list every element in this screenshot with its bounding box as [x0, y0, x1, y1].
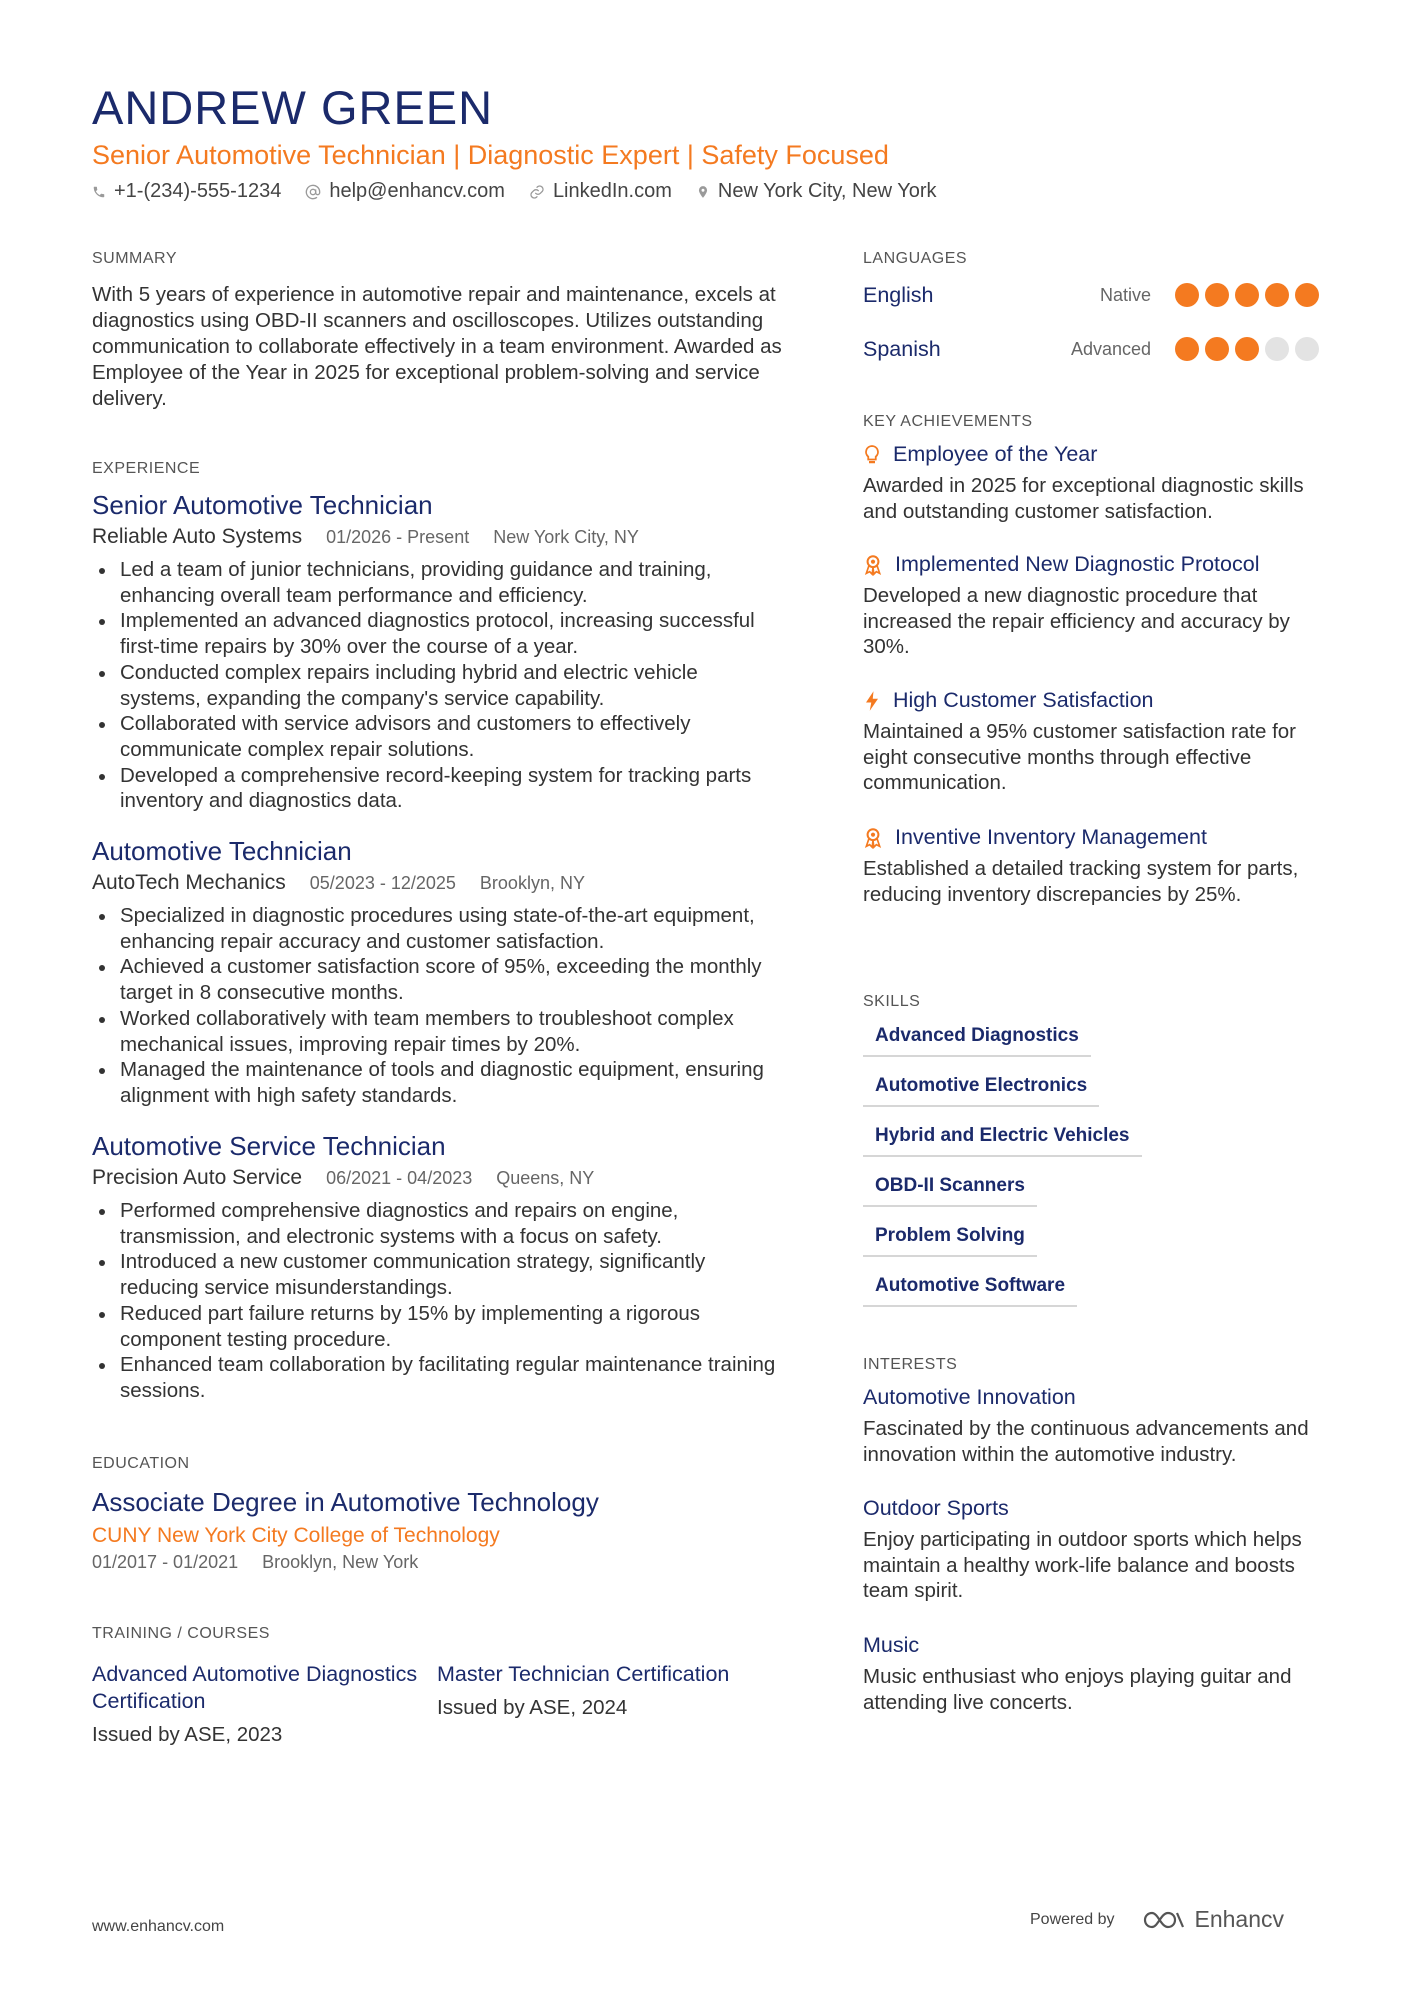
- bullet-item: Specialized in diagnostic procedures using state-of-the-art equipment, enhancing repair accuracy and customer satisfaction.: [92, 903, 782, 954]
- interest-text: Fascinated by the continuous advancements and innovation within the automotive industry.: [863, 1417, 1309, 1466]
- education-dates: 01/2017 - 01/2021: [92, 1552, 239, 1572]
- rating-dot: [1235, 283, 1259, 307]
- rating-dot: [1295, 337, 1319, 361]
- achievements-section: [863, 413, 1333, 431]
- achievement-head: [863, 825, 1333, 850]
- language-row: [863, 280, 1319, 310]
- rating-dot: [1265, 283, 1289, 307]
- rating-dot: [1265, 337, 1289, 361]
- bullet-item: Performed comprehensive diagnostics and repairs on engine, transmission, and electronic systems with a focus on safety.: [92, 1198, 782, 1249]
- interest-title: Music: [863, 1633, 920, 1657]
- job-location: New York City, NY: [493, 527, 639, 547]
- achievement-title: High Customer Satisfaction: [893, 688, 1154, 712]
- course-issuer: Issued by ASE, 2024: [437, 1696, 628, 1719]
- course-title: Advanced Automotive Diagnostics Certification: [92, 1662, 418, 1713]
- skills-list: [863, 1025, 1333, 1325]
- bullet-item: Conducted complex repairs including hybrid and electric vehicle systems, expanding the company's service capability.: [92, 660, 782, 711]
- skills-section: [863, 993, 1333, 1325]
- language-row: [863, 334, 1319, 364]
- achievement-head: [863, 688, 1333, 713]
- interest-item: [863, 1496, 1333, 1604]
- footer-branding: [1030, 1906, 1284, 1933]
- experience-heading: EXPERIENCE: [92, 460, 201, 477]
- at-sign-icon: [305, 184, 321, 200]
- bullet-item: Led a team of junior technicians, providing guidance and training, enhancing overall team performance and efficiency.: [92, 557, 782, 608]
- achievement-text: Developed a new diagnostic procedure that increased the repair efficiency and accuracy by 30%.: [863, 584, 1290, 659]
- bullet-item: Implemented an advanced diagnostics protocol, increasing successful first-time repairs by 30% over the course of a year.: [92, 608, 782, 659]
- resume-page: [92, 0, 1332, 1995]
- job-entry: [92, 490, 782, 814]
- course-item: [437, 1661, 782, 1747]
- interest-item: [863, 1633, 1333, 1715]
- summary-section: [92, 250, 782, 412]
- award-ribbon-icon: [863, 827, 883, 849]
- course-issuer: Issued by ASE, 2023: [92, 1723, 283, 1746]
- experience-section: [92, 460, 782, 478]
- achievement-text: Maintained a 95% customer satisfaction rate for eight consecutive months through effective communication.: [863, 720, 1296, 795]
- summary-text: With 5 years of experience in automotive repair and maintenance, excels at diagnostics using OBD-II scanners and oscilloscopes. Utilizes outstanding communication to collaborate effectively in a team environment. Awarded as Employee of the Year in 2025 for exceptional problem-solving and service delivery.: [92, 283, 782, 410]
- job-company: AutoTech Mechanics: [92, 871, 286, 894]
- achievement-item: [863, 442, 1333, 524]
- achievement-title: Employee of the Year: [893, 442, 1098, 466]
- skill-tag: Advanced Diagnostics: [863, 1025, 1091, 1057]
- bullet-item: Managed the maintenance of tools and diagnostic equipment, ensuring alignment with high safety standards.: [92, 1057, 782, 1108]
- education-degree: Associate Degree in Automotive Technology: [92, 1487, 599, 1517]
- education-heading: EDUCATION: [92, 1455, 190, 1472]
- candidate-tagline: Senior Automotive Technician | Diagnostic Expert | Safety Focused: [92, 140, 889, 170]
- job-dates: 05/2023 - 12/2025: [309, 873, 456, 893]
- achievement-item: [863, 552, 1333, 660]
- link-icon: [529, 184, 545, 200]
- phone-icon: [92, 185, 106, 199]
- training-heading: TRAINING / COURSES: [92, 1625, 270, 1642]
- course-title: Master Technician Certification: [437, 1662, 730, 1686]
- rating-dot: [1175, 283, 1199, 307]
- bullet-item: Developed a comprehensive record-keeping system for tracking parts inventory and diagnostics data.: [92, 763, 782, 814]
- bullet-item: Worked collaboratively with team members to troubleshoot complex mechanical issues, improving repair times by 20%.: [92, 1006, 782, 1057]
- job-meta: [92, 1166, 782, 1190]
- linkedin-text: LinkedIn.com: [552, 180, 672, 202]
- achievement-title: Implemented New Diagnostic Protocol: [895, 552, 1260, 576]
- skill-tag: Hybrid and Electric Vehicles: [863, 1125, 1142, 1157]
- lightning-bolt-icon: [863, 690, 881, 712]
- achievement-text: Established a detailed tracking system for parts, reducing inventory discrepancies by 25%.: [863, 857, 1299, 906]
- course-item: [92, 1661, 437, 1747]
- skills-heading: SKILLS: [863, 993, 921, 1010]
- language-name: English: [863, 282, 934, 307]
- language-rating: [1169, 337, 1319, 361]
- bullet-item: Reduced part failure returns by 15% by implementing a rigorous component testing procedure.: [92, 1301, 782, 1352]
- training-section: [92, 1625, 782, 1747]
- contact-location: [696, 180, 937, 203]
- location-text: New York City, New York: [717, 180, 937, 202]
- bullet-item: Introduced a new customer communication strategy, significantly reducing service misunderstandings.: [92, 1249, 782, 1300]
- achievement-item: [863, 688, 1333, 796]
- bullet-item: Achieved a customer satisfaction score of 95%, exceeding the monthly target in 8 consecutive months.: [92, 954, 782, 1005]
- candidate-name: ANDREW GREEN: [92, 81, 494, 134]
- email-text: help@enhancv.com: [329, 180, 505, 202]
- award-ribbon-icon: [863, 554, 883, 576]
- skill-tag: OBD-II Scanners: [863, 1175, 1037, 1207]
- job-title: Automotive Service Technician: [92, 1131, 446, 1161]
- skill-tag: Problem Solving: [863, 1225, 1037, 1257]
- contact-phone: [92, 180, 281, 203]
- rating-dot: [1295, 283, 1319, 307]
- job-company: Precision Auto Service: [92, 1166, 303, 1189]
- achievement-head: [863, 442, 1333, 467]
- job-bullets: [92, 903, 782, 1109]
- bullet-item: Collaborated with service advisors and customers to effectively communicate complex repair solutions.: [92, 711, 782, 762]
- contact-linkedin[interactable]: [529, 180, 672, 203]
- interests-heading: INTERESTS: [863, 1356, 958, 1373]
- phone-text: +1-(234)-555-1234: [114, 180, 282, 202]
- achievements-heading: KEY ACHIEVEMENTS: [863, 413, 1033, 430]
- education-location: Brooklyn, New York: [262, 1552, 419, 1572]
- job-bullets: [92, 1198, 782, 1404]
- languages-section: [863, 250, 1333, 268]
- job-meta: [92, 871, 782, 895]
- enhancv-logo-icon: [1141, 1908, 1187, 1932]
- achievement-head: [863, 552, 1333, 577]
- job-entry: [92, 1131, 782, 1404]
- job-location: Brooklyn, NY: [479, 873, 585, 893]
- footer-website[interactable]: www.enhancv.com: [92, 1918, 225, 1935]
- skill-tag: Automotive Electronics: [863, 1075, 1099, 1107]
- education-school: CUNY New York City College of Technology: [92, 1524, 500, 1547]
- interest-title: Automotive Innovation: [863, 1385, 1076, 1409]
- contact-email[interactable]: [305, 180, 505, 203]
- job-entry: [92, 836, 782, 1109]
- powered-by-label: Powered by: [1030, 1910, 1115, 1928]
- achievement-item: [863, 825, 1333, 907]
- rating-dot: [1205, 337, 1229, 361]
- education-meta: [92, 1552, 782, 1573]
- language-level: Native: [1099, 284, 1151, 305]
- rating-dot: [1205, 283, 1229, 307]
- achievement-title: Inventive Inventory Management: [895, 825, 1207, 849]
- skill-tag: Automotive Software: [863, 1275, 1077, 1307]
- education-section: [92, 1455, 782, 1573]
- interest-title: Outdoor Sports: [863, 1496, 1009, 1520]
- languages-heading: LANGUAGES: [863, 250, 968, 267]
- interest-text: Enjoy participating in outdoor sports which helps maintain a healthy work-life balance and boosts team spirit.: [863, 1528, 1302, 1603]
- interest-text: Music enthusiast who enjoys playing guitar and attending live concerts.: [863, 1665, 1292, 1714]
- job-title: Senior Automotive Technician: [92, 490, 433, 520]
- job-meta: [92, 525, 782, 549]
- interest-item: [863, 1385, 1333, 1467]
- language-rating: [1169, 283, 1319, 307]
- contact-bar: [92, 180, 961, 203]
- course-list: [92, 1661, 782, 1747]
- rating-dot: [1175, 337, 1199, 361]
- rating-dot: [1235, 337, 1259, 361]
- job-bullets: [92, 557, 782, 814]
- bullet-item: Enhanced team collaboration by facilitating regular maintenance training sessions.: [92, 1352, 782, 1403]
- job-dates: 01/2026 - Present: [326, 527, 470, 547]
- location-pin-icon: [696, 184, 710, 200]
- lightbulb-icon: [863, 444, 881, 466]
- language-level: Advanced: [1070, 338, 1151, 359]
- language-name: Spanish: [863, 336, 941, 361]
- brand-name: Enhancv: [1194, 1906, 1285, 1932]
- summary-heading: SUMMARY: [92, 250, 177, 267]
- achievement-text: Awarded in 2025 for exceptional diagnostic skills and outstanding customer satisfaction.: [863, 474, 1304, 523]
- interests-section: [863, 1356, 1333, 1374]
- job-title: Automotive Technician: [92, 836, 352, 866]
- job-company: Reliable Auto Systems: [92, 525, 303, 548]
- job-dates: 06/2021 - 04/2023: [326, 1168, 473, 1188]
- job-location: Queens, NY: [496, 1168, 595, 1188]
